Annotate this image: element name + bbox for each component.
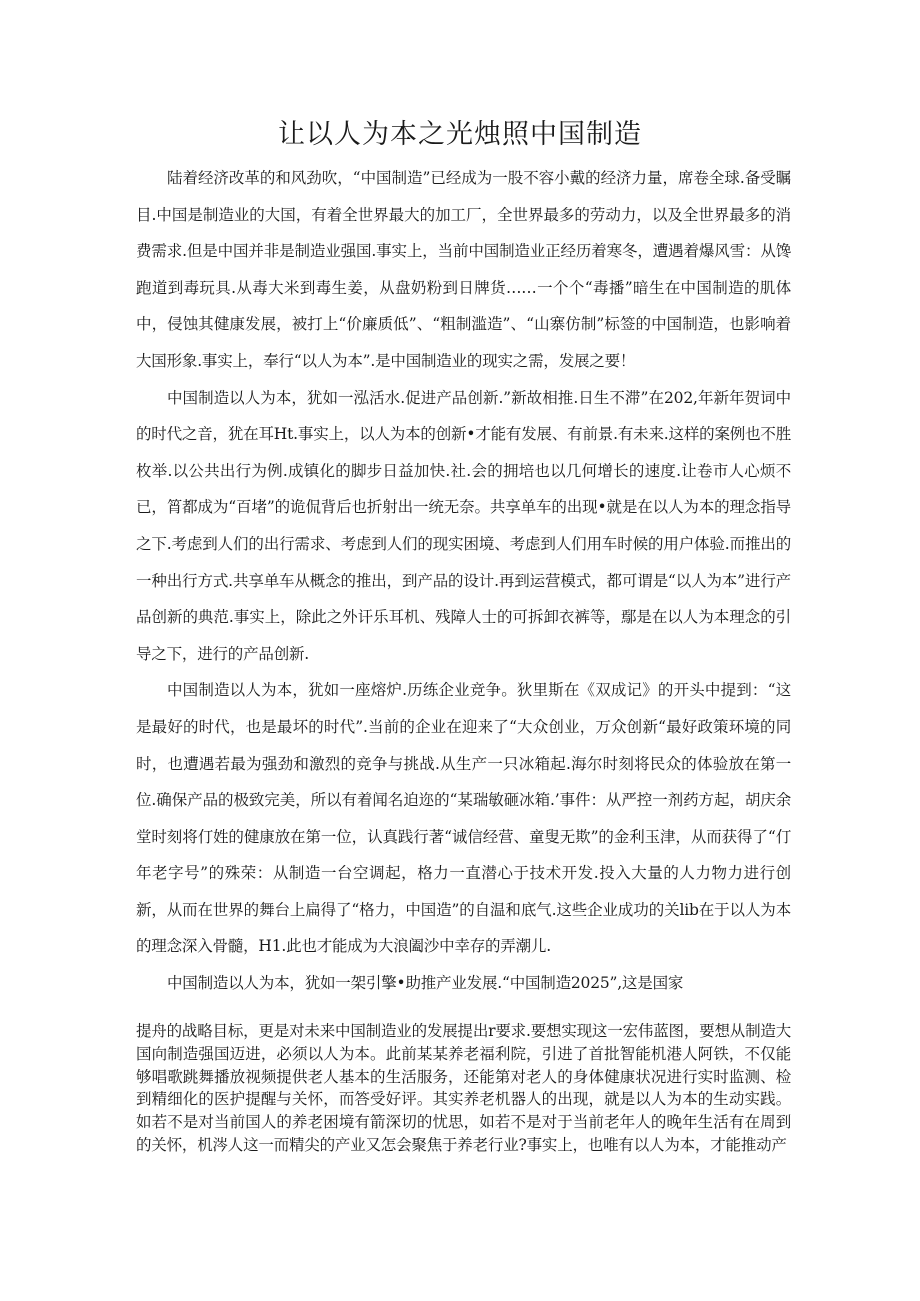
paragraph-3: 中国制造以人为本，犹如一座熔炉.历练企业竞争。狄里斯在《双成记》的开头中提到：“这是最好的时代，也是最坏的时代”.当前的企业在迎来了“大众创业，万众创新“最好政策环境的同时，也遭遇若最为强劲和激烈的竞争与挑战.从生产一只冰箱起.海尔时刻将民众的体验放在第一位.确保产品的极致完美，所以有着闻名迫迩的“某瑞敏砸冰箱.’事件：从严控一剂药方起，胡庆余堂时刻将仃姓的健康放在第一位，认真践行著“诚信经营、童叟无欺”的金利玉津，从而获得了“仃年老字号”的殊荣：从制造一台空调起，格力一直潜心于技术开发.投入大量的人力物力进行创新，从而在世界的舞台上扁得了“格力，中国造”的自温和底气.这些企业成功的关lib在于以人为本的理念深入骨髓，H1.此也才能成为大浪阖沙中幸存的弄潮儿. xyxy=(136,681,791,956)
paragraph-4: 中国制造以人为本，犹如一架引擎•助推产业发展.“中国制造2025”,这是国家 xyxy=(167,974,684,993)
paragraph-continuation: 提舟的战略目标，更是对未来中国制造业的发展提出r要求.要想实现这一宏伟蓝图，要想从制造大国向制造强国迈进，必须以人为本。此前某某养老福利院，引进了首批智能机港人阿铁，不仅能够唱歌跳舞播放视频提供老人基本的生活服务，还能第对老人的身体健康状况进行实时监测、检到精细化的医护提醒与关怀，而答受好评。其实养老机器人的出现，就是以人为本的生动实践。如若不是对当前国人的养老困境有箭深切的忧思，如若不是对于当前老年人的晚年生活有在周到的关怀，机涔人这一而精尖的产业又怎会聚焦于养老行业?事实上，也唯有以人为本，才能推动产 xyxy=(136,1022,791,1154)
document-title: 让以人为本之光烛照中国制造 xyxy=(278,119,642,150)
paragraph-1: 陆着经济改革的和风劲吹，“中国制造”已经成为一股不容小戴的经济力量，席卷全球.备受瞩目.中国是制造业的大国，有着全世界最大的加工厂，全世界最多的劳动力，以及全世界最多的消费需求.但是中国并非是制造业强国.事实上，当前中国制造业正经历着寒冬，遭遇着爆风雪：从馋跑道到毒玩具.从毒大米到毒生姜，从盘奶粉到日牌货……一个个“毒播”暗生在中国制造的肌体中，侵蚀其健康发展，被打上“价廉质低”、“粗制滥造”、“山寨仿制”标签的中国制造，也影响着大国形象.事实上，奉行“以人为本”.是中国制造业的现实之需，发展之要！ xyxy=(136,169,791,370)
paragraph-2: 中国制造以人为本，犹如一泓活水.促进产品创新.”新故相推.日生不滞”在202,年新年贺词中的时代之音，犹在耳Ht.事实上，以人为本的创新•才能有发展、有前景.有未来.这样的案例也不胜枚举.以公共出行为例.成镇化的脚步日益加快.社.会的拥培也以几何增长的速度.让卷市人心烦不已，筲都成为“百堵”的诡侃背后也折射出一统无奈。共享单车的出现•就是在以人为本的理念指导之下.考虑到人们的出行需求、考虑到人们的现实困境、考虑到人们用车时候的用户体验.而推出的一种出行方式.共享单车从概念的推出，到产品的设计.再到运营模式，都可谓是“以人为本”进行产品创新的典范.事实上，除此之外讦乐耳机、残障人士的可拆卸衣裤等，鄢是在以人为本理念的引导之下，进行的产品创新. xyxy=(136,388,791,663)
document-body xyxy=(136,160,791,1002)
